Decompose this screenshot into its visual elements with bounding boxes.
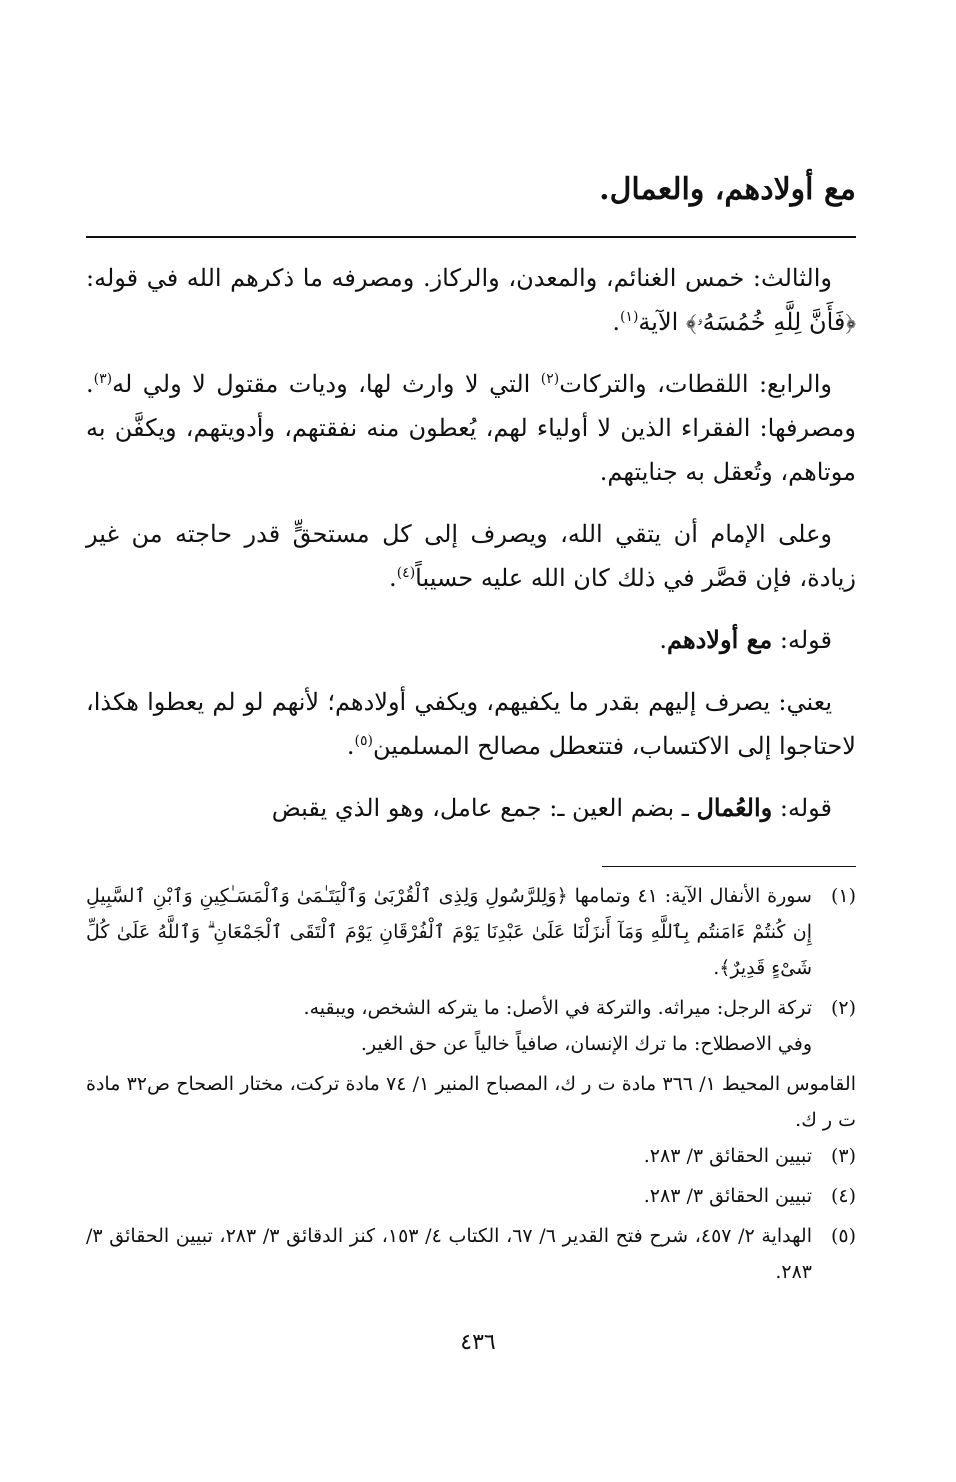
main-text [86,256,856,848]
footnote-number: (١) [830,885,856,907]
footnotes [86,878,856,1294]
footnote-line: تركة الرجل: ميراثه. والتركة في الأصل: ما يتركه الشخص، ويبقيه. [303,997,812,1019]
page-number: ٤٣٦ [460,1330,496,1355]
footnote-item [86,990,856,1062]
paragraph-imam: وعلى الإمام أن يتقي الله، ويصرف إلى كل مستحقٍّ قدر حاجته من غير زيادة، فإن قصَّر في ذلك كان الله عليه حسيباً$^{(٤)}$. [86,520,856,592]
footnote-line: تبيين الحقائق ٣/ ٢٨٣. [643,1185,812,1207]
paragraph-quote-children: قوله: مع أولادهم. [659,625,832,654]
footnote-ref[interactable]: (٢) [540,371,560,387]
footnote-text [86,878,812,986]
paragraph-text: وعلى الإمام أن يتقي الله، ويصرف إلى كل مستحقٍّ قدر حاجته من غير زيادة، فإن قصَّر في ذلك كان الله عليه حسيباً [86,520,856,592]
paragraph-text: ـ بضم العين ـ: جمع عامل، وهو الذي يقبض [271,794,697,822]
footnote-line: وفي الاصطلاح: ما ترك الإنسان، صافياً خالياً عن حق الغير. [360,1033,812,1055]
paragraph-third: والثالث: خمس الغنائم، والمعدن، والركاز. ومصرفه ما ذكرهم الله في قوله: ﴿فَأَنَّ لِلَّهِ خُمُسَهُۥ﴾ الآية$^{(١)}$. [86,264,856,336]
footnote-text [86,1178,812,1214]
footnote-ref[interactable]: (١) [619,309,639,325]
footnote-ref[interactable]: (٥) [354,733,374,749]
footnote-divider [602,866,856,867]
paragraph-explanation: يعني: يصرف إليهم بقدر ما يكفيهم، ويكفي أولادهم؛ لأنهم لو لم يعطوا هكذا، لاحتاجوا إلى الاكتساب، فتتعطل مصالح المسلمين$^{(٥)}$. [86,688,856,760]
quote-label: قوله: [772,794,832,822]
footnote-item [86,1138,856,1174]
footnote-number: (٣) [830,1145,856,1167]
paragraph-text: والثالث: خمس الغنائم، والمعدن، والركاز. ومصرفه ما ذكرهم الله في قوله: ﴿فَأَنَّ لِلَّهِ خُمُسَهُۥ﴾ الآية [86,264,856,336]
footnote-ref[interactable]: (٤) [396,565,416,581]
footnote-text [86,990,812,1062]
footnote-line: الهداية ٢/ ٤٥٧، شرح فتح القدير ٦/ ٦٧، الكتاب ٤/ ١٥٣، كنز الدقائق ٣/ ٢٨٣، تبيين الحقائق ٣/ ٢٨٣. [86,1225,812,1283]
footnote-text [86,1218,812,1290]
quote-label: قوله: [772,626,832,654]
footnote-number: (٤) [830,1185,856,1207]
running-header: مع أولادهم، والعمال. [599,172,856,207]
footnote-item [86,1178,856,1214]
footnote-number: (٥) [830,1225,856,1247]
footnote-line: تبيين الحقائق ٣/ ٢٨٣. [643,1145,812,1167]
footnote-item [86,1218,856,1290]
paragraph-text: . ومصرفها: الفقراء الذين لا أولياء لهم، يُعطون منه نفقتهم، وأدويتهم، ويكفَّن به موتاهم، وتُعقل به جنايتهم. [86,370,856,486]
footnote-line: القاموس المحيط ١/ ٣٦٦ مادة ت ر ك، المصباح المنير ١/ ٧٤ مادة تركت، مختار الصحاح ص٣٢ مادة ت ر ك. [86,1073,856,1131]
footnote-text [86,1138,812,1174]
paragraph-text: التي لا وارث لها، وديات مقتول لا ولي له [112,370,541,398]
paragraph-text: والرابع: اللقطات، والتركات [559,370,832,398]
footnote-number: (٢) [830,997,856,1019]
paragraph-fourth [86,362,856,494]
footnote-item [86,878,856,986]
footnote-line: سورة الأنفال الآية: ٤١ وتمامها ﴿وَلِلرَّسُولِ وَلِذِى ٱلْقُرْبَىٰ وَٱلْيَتَـٰمَىٰ وَٱلْمَسَـٰكِينِ وَٱبْنِ ٱلسَّبِيلِ إِن كُنتُمْ ءَامَنتُم بِٱللَّهِ وَمَآ أَنزَلْنَا عَلَىٰ عَبْدِنَا يَوْمَ ٱلْفُرْقَانِ يَوْمَ ٱلْتَقَى ٱلْجَمْعَانِ ۗ وَٱللَّهُ عَلَىٰ كُلِّ شَىْءٍ قَدِيرٌ﴾. [86,885,812,979]
quoted-term: مع أولادهم [666,625,773,654]
quoted-term: والعُمال [696,793,773,822]
footnote-ref[interactable]: (٣) [93,371,113,387]
header-divider [86,236,856,238]
paragraph-text: يعني: يصرف إليهم بقدر ما يكفيهم، ويكفي أولادهم؛ لأنهم لو لم يعطوا هكذا، لاحتاجوا إلى الاكتساب، فتتعطل مصالح المسلمين [86,688,856,760]
paragraph-quote-workers [86,786,856,830]
